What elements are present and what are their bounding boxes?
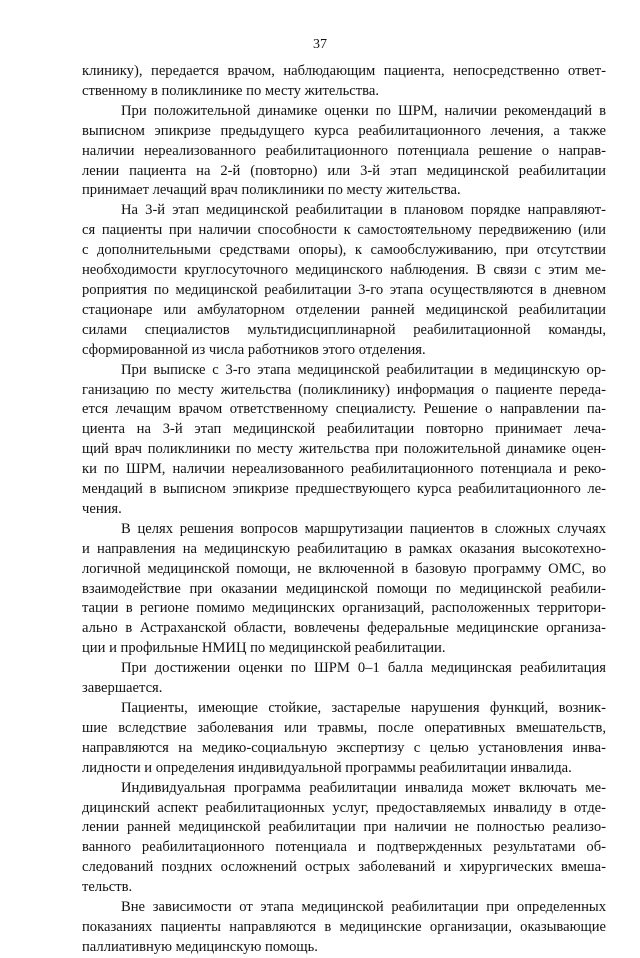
text-line: лидности и определения индивидуальной программы реабилитации инвалида.	[82, 759, 572, 776]
page-number: 37	[313, 37, 327, 52]
text-line: ки по ШРМ, наличии нереализованного реабилитационного потенциала и реко-	[82, 461, 606, 478]
text-line: лении ранней медицинской реабилитации при наличии не полностью реализо-	[82, 819, 606, 836]
text-line: В целях решения вопросов маршрутизации пациентов в сложных случаях	[121, 520, 606, 537]
paragraph	[82, 520, 606, 659]
text-line: Пациенты, имеющие стойкие, застарелые нарушения функций, возник-	[121, 700, 606, 716]
text-line: завершается.	[82, 680, 163, 697]
text-line: При достижении оценки по ШРМ 0–1 балла медицинская реабилитация	[121, 660, 606, 677]
text-line: Вне зависимости от этапа медицинской реабилитации при определенных	[121, 899, 606, 916]
text-line: лении пациента на 2-й (повторно) или 3-й этап медицинской реабилитации	[82, 162, 606, 179]
document-body	[82, 62, 606, 958]
text-line: чения.	[82, 500, 122, 517]
text-line: и направления на медицинскую реабилитацию в рамках оказания высокотехно-	[82, 540, 606, 557]
text-line: клинику), передается врачом, наблюдающим пациента, непосредственно ответ-	[82, 63, 606, 79]
paragraph	[82, 361, 606, 520]
text-line: выписном эпикризе предыдущего курса реабилитационного лечения, а также	[82, 122, 606, 139]
text-line: принимает лечащий врач поликлиники по месту жительства.	[82, 182, 461, 199]
text-line: При положительной динамике оценки по ШРМ, наличии рекомендаций в	[121, 102, 606, 119]
paragraph	[82, 779, 606, 898]
text-line: Индивидуальная программа реабилитации инвалида может включать ме-	[121, 779, 606, 796]
text-line: мендаций в выписном эпикризе предшествующего курса реабилитационного ле-	[82, 481, 606, 498]
text-line: логичной медицинской помощи, не включенной в базовую программу ОМС, во	[82, 560, 606, 577]
paragraph	[82, 102, 606, 202]
paragraph	[82, 62, 606, 102]
text-line: На 3-й этап медицинской реабилитации в плановом порядке направляют-	[121, 202, 606, 219]
text-line: ально в Астраханской области, вовлечены федеральные медицинские организа-	[82, 620, 606, 637]
text-line: паллиативную медицинскую помощь.	[82, 938, 318, 955]
text-line: ся пациенты при наличии способности к самостоятельному передвижению (или	[82, 222, 606, 239]
text-line: следований поздних осложнений острых заболеваний и хирургических вмеша-	[82, 859, 606, 876]
text-line: с дополнительными средствами опоры), к самообслуживанию, при отсутствии	[82, 242, 606, 259]
paragraph	[82, 699, 606, 779]
text-line: шие вследствие заболевания или травмы, после оперативных вмешательств,	[82, 719, 606, 736]
text-line: дицинский аспект реабилитационных услуг, предоставляемых инвалиду в отде-	[82, 799, 606, 816]
text-line: При выписке с 3-го этапа медицинской реабилитации в медицинскую ор-	[121, 361, 606, 378]
text-line: сформированной из числа работников этого отделения.	[82, 341, 426, 358]
text-line: тации в регионе помимо медицинских организаций, расположенных территори-	[82, 600, 606, 617]
paragraph	[82, 659, 606, 699]
text-line: ется лечащим врачом ответственному специалисту. Решение о направлении па-	[82, 401, 606, 418]
text-line: ванного реабилитационного потенциала и подтвержденных результатами об-	[82, 839, 606, 856]
text-line: ганизацию по месту жительства (поликлинику) информация о пациенте переда-	[82, 381, 606, 398]
text-line: роприятия по медицинской реабилитации 3-го этапа осуществляются в дневном	[82, 281, 606, 298]
text-line: показаниях пациенты направляются в медицинские организации, оказывающие	[82, 918, 606, 935]
paragraph	[82, 201, 606, 360]
text-line: стационаре или амбулаторном отделении ранней медицинской реабилитации	[82, 301, 606, 318]
text-line: силами специалистов мультидисциплинарной реабилитационной команды,	[82, 321, 606, 338]
text-line: направляются на медико-социальную экспертизу с целью установления инва-	[82, 739, 606, 756]
text-line: необходимости круглосуточного медицинского наблюдения. В связи с этим ме-	[82, 262, 606, 279]
text-line: ции и профильные НМИЦ по медицинской реабилитации.	[82, 640, 446, 657]
text-line: наличии нереализованного реабилитационного потенциала решение о направ-	[82, 142, 606, 159]
text-line: щий врач поликлиники по месту жительства при положительной динамике оцен-	[82, 441, 606, 458]
text-line: ственному в поликлинике по месту жительства.	[82, 82, 379, 99]
text-line: тельств.	[82, 879, 133, 896]
paragraph	[82, 898, 606, 958]
text-line: взаимодействие при оказании медицинской помощи по медицинской реабили-	[82, 580, 606, 597]
text-line: циента на 3-й этап медицинской реабилитации повторно принимает леча-	[82, 421, 606, 438]
